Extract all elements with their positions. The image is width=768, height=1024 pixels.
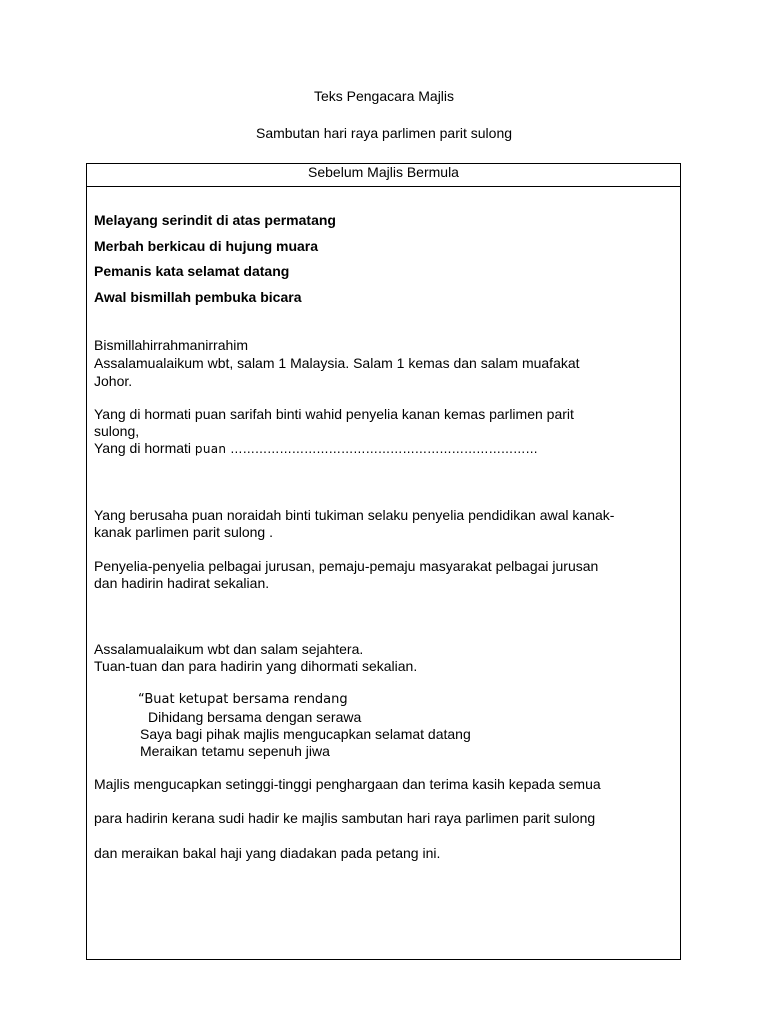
greeting-line-2: Assalamualaikum wbt, salam 1 Malaysia. Salam 1 kemas dan salam muafakat (94, 355, 580, 371)
penyelia-line-2: dan hadirin hadirat sekalian. (94, 575, 270, 591)
salam-line-2: Tuan-tuan dan para hadirin yang dihormati sekalian. (94, 658, 418, 674)
penyelia-line-1: Penyelia-penyelia pelbagai jurusan, pemaju-pemaju masyarakat pelbagai jurusan (94, 558, 599, 574)
berusaha-line-2: kanak parlimen parit sulong . (94, 524, 273, 540)
closing-line-1: Majlis mengucapkan setinggi-tinggi penghargaan dan terima kasih kepada semua (94, 776, 601, 792)
closing-line-3: dan meraikan bakal haji yang diadakan pada petang ini. (94, 845, 441, 861)
welcome-pantun-line-1: “Buat ketupat bersama rendang (138, 692, 348, 707)
greeting-line-1: Bismillahirrahmanirrahim (94, 337, 249, 353)
closing-line-2: para hadirin kerana sudi hadir ke majlis sambutan hari raya parlimen parit sulong (94, 810, 596, 826)
document-title: Teks Pengacara Majlis (313, 88, 455, 104)
document-subtitle: Sambutan hari raya parlimen parit sulong (255, 125, 513, 141)
honour-line-3-prefix: Yang di hormati (94, 440, 195, 456)
opening-pantun-line-4: Awal bismillah pembuka bicara (94, 289, 302, 305)
greeting-line-3: Johor. (94, 373, 133, 389)
section-header: Sebelum Majlis Bermula (87, 164, 680, 187)
salam-line-1: Assalamualaikum wbt dan salam sejahtera. (94, 641, 364, 657)
content-box (86, 163, 681, 960)
honour-line-3 (94, 440, 674, 458)
welcome-pantun-line-3: Saya bagi pihak majlis mengucapkan selamat datang (140, 726, 471, 742)
berusaha-line-1: Yang berusaha puan noraidah binti tukiman selaku penyelia pendidikan awal kanak- (94, 507, 615, 523)
honour-line-2: sulong, (94, 423, 140, 439)
opening-pantun-line-2: Merbah berkicau di hujung muara (94, 238, 319, 254)
welcome-pantun-line-2: Dihidang bersama dengan serawa (148, 709, 362, 725)
welcome-pantun-line-4: Meraikan tetamu sepenuh jiwa (140, 743, 330, 759)
opening-pantun-line-3: Pemanis kata selamat datang (94, 263, 290, 279)
opening-pantun-line-1: Melayang serindit di atas permatang (94, 212, 336, 228)
honour-line-3-dots: puan ………………………………………………………………… (194, 442, 538, 456)
honour-line-1: Yang di hormati puan sarifah binti wahid penyelia kanan kemas parlimen parit (94, 406, 574, 422)
